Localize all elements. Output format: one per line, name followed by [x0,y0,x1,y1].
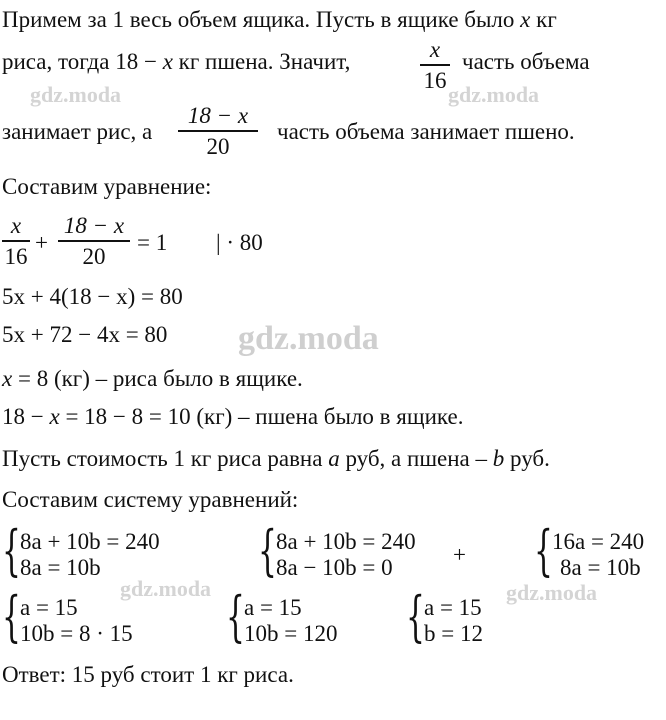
eq4 [2,367,303,390]
system-brace: { [258,519,277,582]
text-segment: = 8 (кг) – риса было в ящике. [12,366,303,391]
text-segment: кг пшена. Значит, [172,49,351,74]
watermark: gdz.moda [120,576,212,601]
text-line-2 [2,50,350,73]
system-brace: { [2,585,21,648]
watermark: gdz.moda [448,82,540,107]
eq1-multiplier: | · 80 [216,230,263,255]
text-segment: Пусть стоимость 1 кг риса равна [2,446,329,471]
text-segment: руб. [504,446,550,471]
denominator: 20 [206,133,230,159]
sys2-operator: + [453,542,466,567]
numerator: 18 − x [63,213,125,238]
sys3-row2: 8a = 10b [560,555,641,580]
text-segment: кг [530,7,557,32]
variable-x: x [49,404,60,429]
fraction-bar [178,130,258,132]
text-segment: 18 − [2,404,50,429]
denominator: 20 [82,243,106,269]
sys5-row2: 10b = 120 [244,621,338,646]
system-brace: { [406,585,425,648]
text-segment: = 18 − 8 = 10 (кг) – пшена было в ящике. [59,404,464,429]
eq5 [2,405,463,428]
text-segment: Примем за 1 весь объем ящика. Пусть в ящике было [2,7,521,32]
sys6-row2: b = 12 [424,621,483,646]
variable-a: a [328,446,340,471]
variable-x: x [520,7,531,32]
sys5-row1: a = 15 [244,595,302,620]
sys6-row1: a = 15 [424,595,482,620]
numerator: x [429,37,441,62]
sys3-row1: 16a = 240 [552,529,645,554]
text-line-2-tail: часть объема [462,49,590,74]
sys1-row2: 8a = 10b [20,555,101,580]
answer: Ответ: 15 руб стоит 1 кг риса. [2,662,294,687]
denominator: 16 [4,243,28,269]
denominator: 16 [423,67,447,93]
numerator: 18 − x [187,103,249,128]
text-line-3-tail: часть объема занимает пшено. [277,119,575,144]
text-segment: руб, а пшена – [339,446,493,471]
fraction-bar [420,64,450,66]
text-line-3: занимает рис, а [2,119,153,144]
watermark: gdz.moda [30,82,122,107]
eq1-fraction-a [2,214,30,268]
system-brace: { [534,519,553,582]
fraction-x-over-16 [420,38,450,92]
eq1-fraction-b [58,214,130,268]
watermark: gdz.moda [506,580,598,605]
numerator: x [10,213,22,238]
watermark: gdz.moda [238,320,379,357]
system-brace: { [226,585,245,648]
variable-b: b [492,446,505,471]
text-line-5 [2,447,550,470]
variable-x: x [2,366,13,391]
sys2-row2: 8a − 10b = 0 [276,555,393,580]
text-segment: риса, тогда 18 − [2,49,163,74]
heading-system: Составим систему уравнений: [2,487,299,512]
text-line-1 [2,8,557,31]
sys4-row2: 10b = 8 · 15 [20,621,133,646]
eq2: 5x + 4(18 − x) = 80 [2,284,183,309]
sys1-row1: 8a + 10b = 240 [20,529,160,554]
variable-x: x [162,49,173,74]
fraction-18-minus-x-over-20 [178,104,258,158]
heading-equation: Составим уравнение: [2,174,212,199]
sys4-row1: a = 15 [20,595,78,620]
eq3: 5x + 72 − 4x = 80 [2,322,168,347]
eq1-rhs: = 1 [137,230,168,255]
eq1-plus: + [35,230,48,255]
fraction-bar [58,240,130,242]
sys2-row1: 8a + 10b = 240 [276,529,416,554]
system-brace: { [2,519,21,582]
fraction-bar [2,240,30,242]
